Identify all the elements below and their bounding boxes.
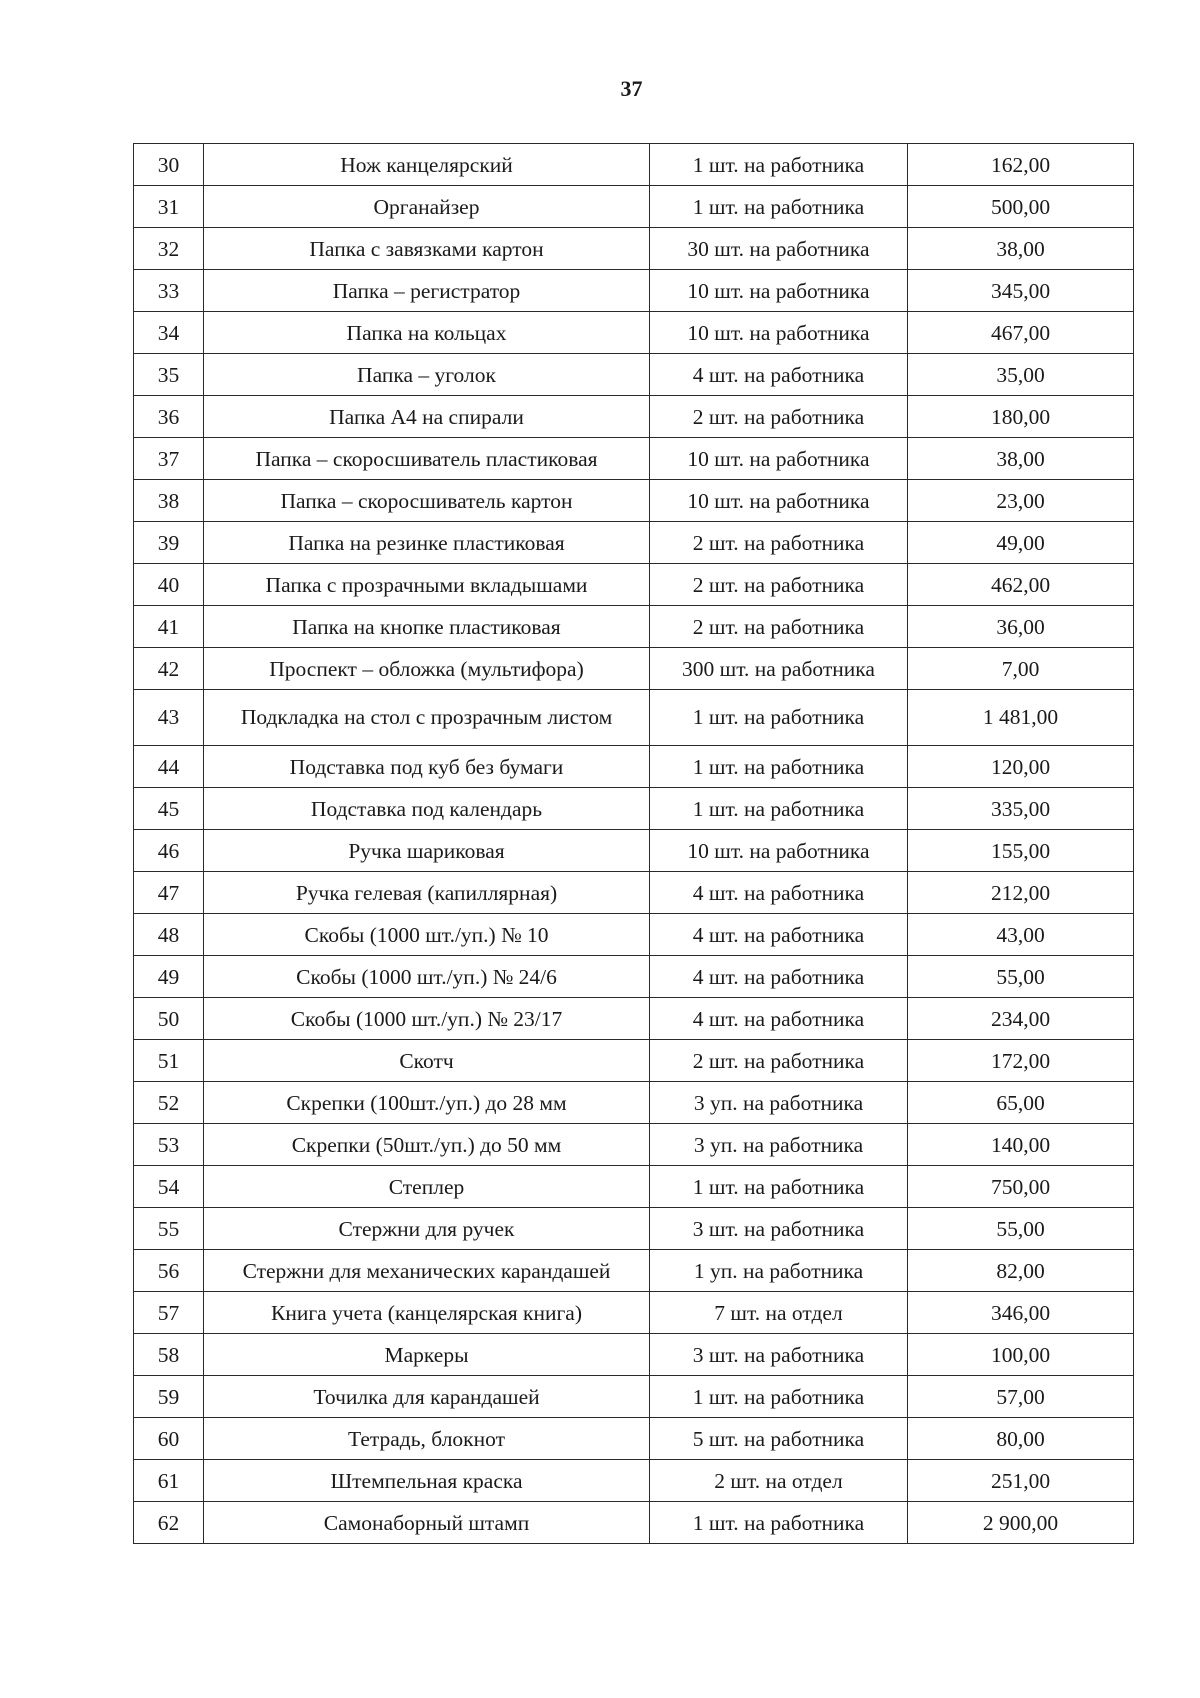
table-row xyxy=(134,564,1134,606)
row-number-cell: 41 xyxy=(134,606,204,648)
price-cell: 140,00 xyxy=(908,1124,1134,1166)
item-name-cell: Тетрадь, блокнот xyxy=(204,1418,650,1460)
price-cell: 251,00 xyxy=(908,1460,1134,1502)
price-cell: 155,00 xyxy=(908,830,1134,872)
row-number-cell: 46 xyxy=(134,830,204,872)
price-cell: 467,00 xyxy=(908,312,1134,354)
price-cell: 100,00 xyxy=(908,1334,1134,1376)
table-row xyxy=(134,690,1134,746)
table-row xyxy=(134,1418,1134,1460)
row-number-cell: 53 xyxy=(134,1124,204,1166)
price-cell: 36,00 xyxy=(908,606,1134,648)
item-name-cell: Папка – регистратор xyxy=(204,270,650,312)
price-cell: 55,00 xyxy=(908,956,1134,998)
row-number-cell: 55 xyxy=(134,1208,204,1250)
row-number-cell: 30 xyxy=(134,144,204,186)
norm-cell: 2 шт. на работника xyxy=(650,522,908,564)
table-row xyxy=(134,998,1134,1040)
row-number-cell: 42 xyxy=(134,648,204,690)
norm-cell: 1 шт. на работника xyxy=(650,746,908,788)
item-name-cell: Степлер xyxy=(204,1166,650,1208)
page-number: 37 xyxy=(620,76,643,101)
item-name-cell: Нож канцелярский xyxy=(204,144,650,186)
norm-cell: 1 шт. на работника xyxy=(650,186,908,228)
table-row xyxy=(134,228,1134,270)
norm-cell: 1 шт. на работника xyxy=(650,690,908,746)
price-cell: 462,00 xyxy=(908,564,1134,606)
row-number-cell: 51 xyxy=(134,1040,204,1082)
table-row xyxy=(134,1460,1134,1502)
price-cell: 172,00 xyxy=(908,1040,1134,1082)
price-cell: 23,00 xyxy=(908,480,1134,522)
item-name-cell: Папка на кольцах xyxy=(204,312,650,354)
table-row xyxy=(134,1082,1134,1124)
item-name-cell: Стержни для ручек xyxy=(204,1208,650,1250)
row-number-cell: 57 xyxy=(134,1292,204,1334)
row-number-cell: 54 xyxy=(134,1166,204,1208)
price-cell: 65,00 xyxy=(908,1082,1134,1124)
supplies-table-body xyxy=(134,144,1134,1544)
item-name-cell: Скотч xyxy=(204,1040,650,1082)
row-number-cell: 43 xyxy=(134,690,204,746)
item-name-cell: Папка на резинке пластиковая xyxy=(204,522,650,564)
table-row xyxy=(134,830,1134,872)
item-name-cell: Подставка под календарь xyxy=(204,788,650,830)
table-row xyxy=(134,788,1134,830)
table-row xyxy=(134,480,1134,522)
price-cell: 55,00 xyxy=(908,1208,1134,1250)
item-name-cell: Папка – скоросшиватель картон xyxy=(204,480,650,522)
row-number-cell: 56 xyxy=(134,1250,204,1292)
price-cell: 80,00 xyxy=(908,1418,1134,1460)
price-cell: 346,00 xyxy=(908,1292,1134,1334)
row-number-cell: 61 xyxy=(134,1460,204,1502)
price-cell: 335,00 xyxy=(908,788,1134,830)
row-number-cell: 32 xyxy=(134,228,204,270)
table-row xyxy=(134,1124,1134,1166)
item-name-cell: Папка с прозрачными вкладышами xyxy=(204,564,650,606)
price-cell: 120,00 xyxy=(908,746,1134,788)
table-row xyxy=(134,1166,1134,1208)
item-name-cell: Ручка шариковая xyxy=(204,830,650,872)
row-number-cell: 44 xyxy=(134,746,204,788)
norm-cell: 2 шт. на работника xyxy=(650,606,908,648)
price-cell: 57,00 xyxy=(908,1376,1134,1418)
price-cell: 38,00 xyxy=(908,228,1134,270)
table-row xyxy=(134,648,1134,690)
price-cell: 7,00 xyxy=(908,648,1134,690)
item-name-cell: Штемпельная краска xyxy=(204,1460,650,1502)
price-cell: 234,00 xyxy=(908,998,1134,1040)
price-cell: 750,00 xyxy=(908,1166,1134,1208)
norm-cell: 4 шт. на работника xyxy=(650,914,908,956)
price-cell: 82,00 xyxy=(908,1250,1134,1292)
price-cell: 1 481,00 xyxy=(908,690,1134,746)
row-number-cell: 50 xyxy=(134,998,204,1040)
row-number-cell: 36 xyxy=(134,396,204,438)
norm-cell: 5 шт. на работника xyxy=(650,1418,908,1460)
row-number-cell: 60 xyxy=(134,1418,204,1460)
item-name-cell: Папка с завязками картон xyxy=(204,228,650,270)
norm-cell: 10 шт. на работника xyxy=(650,830,908,872)
norm-cell: 3 шт. на работника xyxy=(650,1334,908,1376)
table-row xyxy=(134,312,1134,354)
table-row xyxy=(134,270,1134,312)
norm-cell: 4 шт. на работника xyxy=(650,956,908,998)
row-number-cell: 35 xyxy=(134,354,204,396)
price-cell: 38,00 xyxy=(908,438,1134,480)
row-number-cell: 59 xyxy=(134,1376,204,1418)
item-name-cell: Проспект – обложка (мультифора) xyxy=(204,648,650,690)
norm-cell: 2 шт. на отдел xyxy=(650,1460,908,1502)
norm-cell: 7 шт. на отдел xyxy=(650,1292,908,1334)
table-row xyxy=(134,144,1134,186)
norm-cell: 4 шт. на работника xyxy=(650,998,908,1040)
price-cell: 162,00 xyxy=(908,144,1134,186)
table-row xyxy=(134,522,1134,564)
row-number-cell: 48 xyxy=(134,914,204,956)
norm-cell: 10 шт. на работника xyxy=(650,438,908,480)
item-name-cell: Скобы (1000 шт./уп.) № 23/17 xyxy=(204,998,650,1040)
table-row xyxy=(134,606,1134,648)
norm-cell: 2 шт. на работника xyxy=(650,564,908,606)
row-number-cell: 45 xyxy=(134,788,204,830)
item-name-cell: Скобы (1000 шт./уп.) № 10 xyxy=(204,914,650,956)
item-name-cell: Точилка для карандашей xyxy=(204,1376,650,1418)
item-name-cell: Книга учета (канцелярская книга) xyxy=(204,1292,650,1334)
table-row xyxy=(134,354,1134,396)
row-number-cell: 38 xyxy=(134,480,204,522)
price-cell: 345,00 xyxy=(908,270,1134,312)
price-cell: 2 900,00 xyxy=(908,1502,1134,1544)
item-name-cell: Скрепки (50шт./уп.) до 50 мм xyxy=(204,1124,650,1166)
norm-cell: 10 шт. на работника xyxy=(650,270,908,312)
price-cell: 43,00 xyxy=(908,914,1134,956)
item-name-cell: Папка – скоросшиватель пластиковая xyxy=(204,438,650,480)
item-name-cell: Папка – уголок xyxy=(204,354,650,396)
row-number-cell: 58 xyxy=(134,1334,204,1376)
table-row xyxy=(134,396,1134,438)
item-name-cell: Скобы (1000 шт./уп.) № 24/6 xyxy=(204,956,650,998)
table-row xyxy=(134,1502,1134,1544)
norm-cell: 30 шт. на работника xyxy=(650,228,908,270)
table-row xyxy=(134,1040,1134,1082)
price-cell: 49,00 xyxy=(908,522,1134,564)
norm-cell: 1 шт. на работника xyxy=(650,1376,908,1418)
price-cell: 180,00 xyxy=(908,396,1134,438)
price-cell: 212,00 xyxy=(908,872,1134,914)
item-name-cell: Самонаборный штамп xyxy=(204,1502,650,1544)
item-name-cell: Ручка гелевая (капиллярная) xyxy=(204,872,650,914)
table-row xyxy=(134,1208,1134,1250)
norm-cell: 4 шт. на работника xyxy=(650,354,908,396)
table-row xyxy=(134,914,1134,956)
table-row xyxy=(134,1292,1134,1334)
table-row xyxy=(134,1334,1134,1376)
norm-cell: 3 уп. на работника xyxy=(650,1124,908,1166)
row-number-cell: 33 xyxy=(134,270,204,312)
table-row xyxy=(134,872,1134,914)
row-number-cell: 47 xyxy=(134,872,204,914)
table-row xyxy=(134,1376,1134,1418)
norm-cell: 1 уп. на работника xyxy=(650,1250,908,1292)
item-name-cell: Папка А4 на спирали xyxy=(204,396,650,438)
table-row xyxy=(134,746,1134,788)
item-name-cell: Папка на кнопке пластиковая xyxy=(204,606,650,648)
supplies-table xyxy=(133,143,1134,1544)
norm-cell: 3 шт. на работника xyxy=(650,1208,908,1250)
price-cell: 35,00 xyxy=(908,354,1134,396)
norm-cell: 1 шт. на работника xyxy=(650,1166,908,1208)
norm-cell: 3 уп. на работника xyxy=(650,1082,908,1124)
norm-cell: 4 шт. на работника xyxy=(650,872,908,914)
norm-cell: 1 шт. на работника xyxy=(650,788,908,830)
item-name-cell: Подставка под куб без бумаги xyxy=(204,746,650,788)
item-name-cell: Скрепки (100шт./уп.) до 28 мм xyxy=(204,1082,650,1124)
norm-cell: 1 шт. на работника xyxy=(650,1502,908,1544)
row-number-cell: 62 xyxy=(134,1502,204,1544)
item-name-cell: Органайзер xyxy=(204,186,650,228)
norm-cell: 1 шт. на работника xyxy=(650,144,908,186)
row-number-cell: 31 xyxy=(134,186,204,228)
item-name-cell: Подкладка на стол с прозрачным листом xyxy=(204,690,650,746)
item-name-cell: Маркеры xyxy=(204,1334,650,1376)
row-number-cell: 39 xyxy=(134,522,204,564)
row-number-cell: 37 xyxy=(134,438,204,480)
norm-cell: 2 шт. на работника xyxy=(650,396,908,438)
table-row xyxy=(134,438,1134,480)
table-row xyxy=(134,186,1134,228)
table-row xyxy=(134,1250,1134,1292)
norm-cell: 300 шт. на работника xyxy=(650,648,908,690)
row-number-cell: 52 xyxy=(134,1082,204,1124)
price-cell: 500,00 xyxy=(908,186,1134,228)
item-name-cell: Стержни для механических карандашей xyxy=(204,1250,650,1292)
row-number-cell: 49 xyxy=(134,956,204,998)
table-row xyxy=(134,956,1134,998)
norm-cell: 2 шт. на работника xyxy=(650,1040,908,1082)
norm-cell: 10 шт. на работника xyxy=(650,312,908,354)
norm-cell: 10 шт. на работника xyxy=(650,480,908,522)
row-number-cell: 34 xyxy=(134,312,204,354)
row-number-cell: 40 xyxy=(134,564,204,606)
